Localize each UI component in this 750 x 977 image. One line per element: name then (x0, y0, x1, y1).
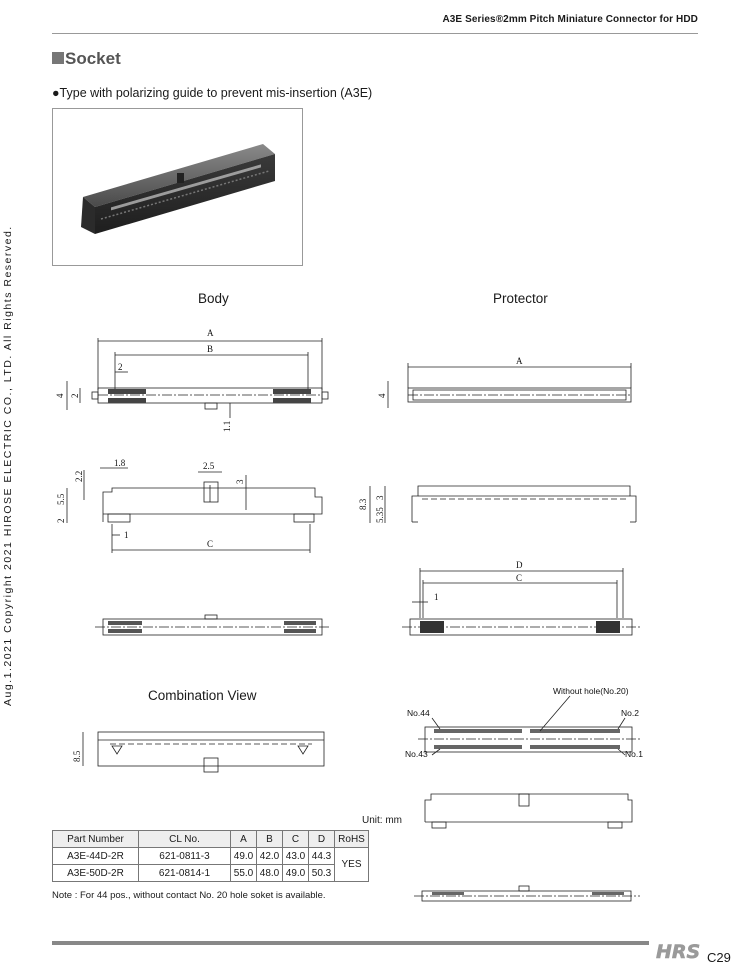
th-cl-no: CL No. (139, 831, 231, 848)
label-no1: No.1 (625, 749, 643, 759)
cell-c: 49.0 (283, 865, 309, 882)
th-rohs: RoHS (335, 831, 369, 848)
table-row (53, 848, 369, 865)
cell-a: 49.0 (231, 848, 257, 865)
label-no2: No.2 (621, 708, 639, 718)
th-c: C (283, 831, 309, 848)
dim-1-protector: 1 (434, 592, 439, 602)
section-title-text: Socket (65, 49, 121, 68)
pin-numbering-view (405, 686, 643, 901)
dim-1-body: 1 (124, 530, 129, 540)
dim-4-body: 4 (55, 393, 65, 398)
dim-1-1: 1.1 (222, 420, 232, 432)
dim-2-2: 2.2 (74, 470, 84, 482)
cell-cl-no: 621-0811-3 (139, 848, 231, 865)
cell-b: 42.0 (257, 848, 283, 865)
th-d: D (309, 831, 335, 848)
cell-b: 48.0 (257, 865, 283, 882)
header-title: A3E Series®2mm Pitch Miniature Connector for HDD (442, 14, 698, 25)
dim-8-3: 8.3 (358, 498, 368, 510)
hrs-logo (655, 937, 701, 965)
dim-2-5: 2.5 (203, 461, 215, 471)
cell-cl-no: 621-0814-1 (139, 865, 231, 882)
combination-view-drawing (72, 732, 324, 772)
protector-side-view (358, 486, 636, 523)
part-number-table (52, 830, 369, 882)
dim-3-body: 3 (235, 479, 245, 484)
body-bottom-view (95, 615, 330, 635)
dim-2-body: 2 (70, 393, 80, 398)
cell-a: 55.0 (231, 865, 257, 882)
dim-2-pitch: 2 (118, 362, 123, 372)
dim-3-protector: 3 (375, 495, 385, 500)
dim-4-protector: 4 (377, 393, 387, 398)
dim-A-body: A (207, 328, 214, 338)
caption-protector: Protector (493, 291, 548, 306)
label-no43: No.43 (405, 749, 428, 759)
dim-2-side: 2 (56, 518, 66, 523)
th-part-number: Part Number (53, 831, 139, 848)
table-row (53, 865, 369, 882)
protector-top-view (377, 356, 631, 408)
footnote: Note : For 44 pos., without contact No. 20 hole soket is available. (52, 890, 326, 901)
dim-C-body: C (207, 539, 214, 549)
cell-c: 43.0 (283, 848, 309, 865)
cell-part-number: A3E-50D-2R (53, 865, 139, 882)
cell-part-number: A3E-44D-2R (53, 848, 139, 865)
body-side-view (56, 458, 322, 553)
subheading: ●Type with polarizing guide to prevent mis-insertion (A3E) (52, 86, 373, 100)
label-no44: No.44 (407, 708, 430, 718)
dim-5-5: 5.5 (56, 493, 66, 505)
th-b: B (257, 831, 283, 848)
protector-bottom-view (402, 560, 640, 635)
dim-B-body: B (207, 344, 214, 354)
dim-1-8: 1.8 (114, 458, 126, 468)
dim-C-protector: C (516, 573, 523, 583)
unit-label: Unit: mm (362, 815, 402, 826)
caption-body: Body (198, 291, 229, 306)
caption-combination-view: Combination View (148, 688, 257, 703)
th-a: A (231, 831, 257, 848)
dim-A-protector: A (516, 356, 523, 366)
table-header-row (53, 831, 369, 848)
dim-D-protector: D (516, 560, 523, 570)
dim-5-35: 5.35 (375, 507, 385, 523)
body-top-view (55, 328, 328, 432)
copyright-side-text: Aug.1.2021 Copyright 2021 HIROSE ELECTRIC CO., LTD. All Rights Reserved. (2, 225, 14, 706)
cell-d: 44.3 (309, 848, 335, 865)
footer-rule (52, 941, 649, 945)
dim-8-5: 8.5 (72, 750, 82, 762)
cell-rohs: YES (335, 848, 369, 882)
label-without-hole: Without hole(No.20) (553, 686, 629, 696)
page-number: C29 (707, 950, 731, 965)
hrs-logo-text: HRS (656, 941, 701, 963)
cell-d: 50.3 (309, 865, 335, 882)
